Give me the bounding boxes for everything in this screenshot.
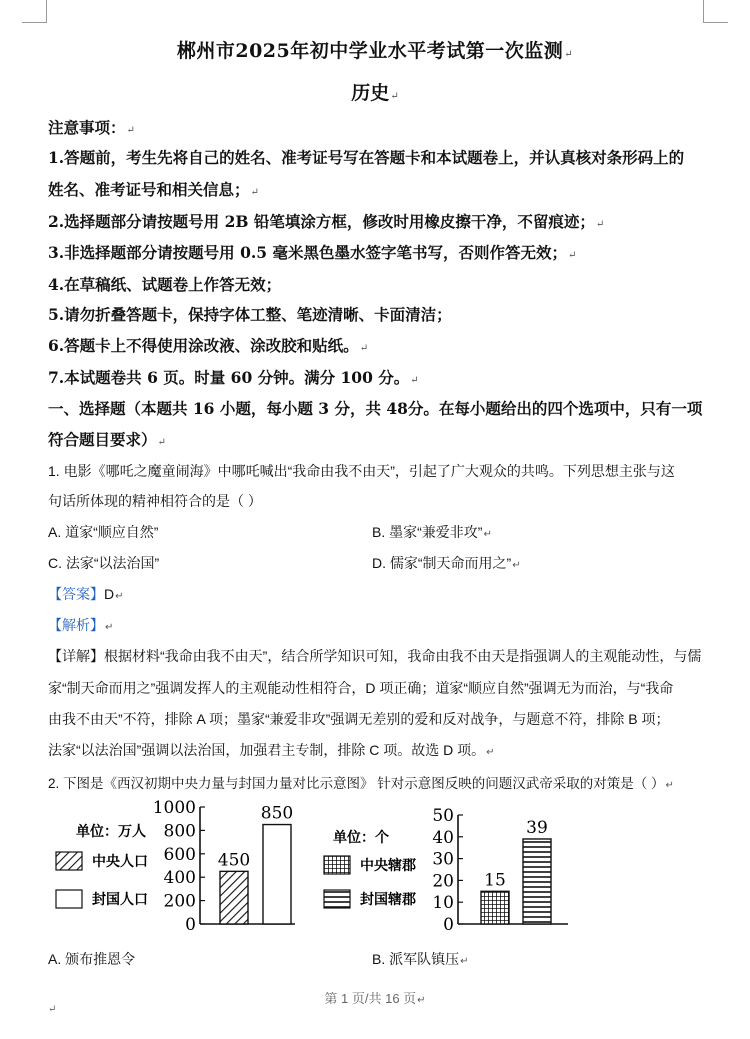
notice-line: 6.答题卡上不得使用涂改液、涂改胶和贴纸。↵: [48, 336, 369, 355]
q1-answer: 【答案】D↵: [48, 586, 124, 602]
section-heading-cont: 符合题目要求）↵: [48, 430, 166, 449]
notice-line: 姓名、准考证号和相关信息；↵: [48, 180, 259, 199]
q2-stem: 2. 下图是《西汉初期中央力量与封国力量对比示意图》 针对示意图反映的问题汉武帝采取的对策是（ ）↵: [48, 776, 674, 791]
chart2-axes: [432, 806, 568, 935]
chart1-legend-fief: 封国人口: [92, 892, 148, 908]
section-heading: 一、选择题（本题共 16 小题，每小题 3 分，共 48分。在每小题给出的四个选项中，只有一项: [48, 399, 703, 418]
bar-data-label: 450: [217, 850, 251, 871]
q2-option-a: A. 颁布推恩令: [48, 951, 136, 967]
q1-analysis-tag: 【解析】↵: [48, 617, 114, 633]
notice-line: 1.答题前，考生先将自己的姓名、准考证号写在答题卡和本试题卷上，并认真核对条形码上的: [48, 148, 685, 167]
chart1-unit-label: 单位：万人: [76, 824, 146, 840]
q1-stem: 1. 电影《哪吒之魔童闹海》中哪吒喊出“我命由我不由天”，引起了广大观众的共鸣。下列思想主张与这: [48, 463, 675, 479]
exam-title: 郴州市2025年初中学业水平考试第一次监测↵: [176, 40, 574, 62]
y-tick-label: 400: [163, 868, 196, 889]
y-tick-label: 40: [432, 827, 454, 848]
q1-stem-cont: 句话所体现的精神相符合的是（ ）: [48, 493, 262, 509]
y-tick-label: 10: [432, 893, 454, 914]
y-tick-label: 0: [185, 915, 196, 935]
q2-figure: [48, 796, 748, 941]
crop-mark-top-left: [22, 0, 47, 23]
bar-data-label: 15: [484, 870, 506, 891]
chart2-legend-swatch-fief: [324, 890, 350, 908]
y-tick-label: 200: [163, 891, 196, 912]
chart2-legend-fief: 封国辖郡: [360, 892, 416, 908]
bar-封国人口: [263, 825, 291, 924]
chart1-legend-central: 中央人口: [92, 854, 148, 870]
q1-detail: 家“制天命而用之”强调发挥人的主观能动性相符合，D 项正确；道家“顺应自然”强调无为而治，与“我命: [48, 680, 674, 696]
bar-中央人口: [220, 871, 248, 924]
y-tick-label: 600: [163, 844, 196, 865]
chart2-unit-label: 单位：个: [333, 830, 389, 846]
y-tick-label: 50: [432, 806, 454, 826]
notice-line: 5.请勿折叠答题卡，保持字体工整、笔迹清晰、卡面清洁；: [48, 305, 452, 324]
y-tick-label: 20: [432, 871, 454, 892]
bar-封国辖郡: [523, 839, 551, 924]
q1-detail: 由我不由天”不符，排除 A 项；墨家“兼爱非攻”强调无差别的爱和反对战争，与题意不符，排除 B 项；: [48, 711, 670, 727]
q1-option-c: C. 法家“以法治国”: [48, 555, 160, 571]
y-tick-label: 1000: [152, 798, 196, 818]
bar-data-label: 39: [526, 817, 548, 838]
bar-中央辖郡: [481, 891, 509, 924]
chart2-legend-swatch-central: [324, 856, 350, 874]
q2-option-b: B. 派军队镇压↵: [372, 951, 469, 967]
page-footer: 第 1 页/共 16 页↵: [324, 991, 426, 1006]
paragraph-mark: ↵: [48, 1004, 57, 1015]
q1-option-b: B. 墨家“兼爱非攻”↵: [372, 524, 492, 540]
y-tick-label: 800: [163, 821, 196, 842]
notice-line: 7.本试题卷共 6 页。时量 60 分钟。满分 100 分。↵: [48, 368, 419, 387]
q1-detail: 法家“以法治国”强调以法治国，加强君主专制，排除 C 项。故选 D 项。↵: [48, 742, 495, 758]
q1-option-d: D. 儒家“制天命而用之”↵: [372, 555, 521, 571]
bar-data-label: 850: [260, 803, 294, 824]
chart1-legend-swatch-fief: [56, 890, 82, 908]
notice-line: 2.选择题部分请按题号用 2B 铅笔填涂方框，修改时用橡皮擦干净，不留痕迹；↵: [48, 212, 605, 231]
y-tick-label: 0: [443, 915, 454, 935]
notice-line: 4.在草稿纸、试题卷上作答无效；: [48, 275, 282, 294]
chart2-legend-central: 中央辖郡: [360, 858, 416, 874]
chart1-axes: [153, 798, 295, 935]
subject-title: 历史↵: [351, 82, 399, 104]
notice-line: 3.非选择题部分请按题号用 0.5 毫米黑色墨水签字笔书写，否则作答无效；↵: [48, 243, 577, 262]
chart1-legend-swatch-central: [56, 852, 82, 870]
y-tick-label: 30: [432, 849, 454, 870]
crop-mark-top-right: [703, 0, 728, 23]
q1-option-a: A. 道家“顺应自然”: [48, 524, 159, 540]
q1-detail: 【详解】根据材料“我命由我不由天”，结合所学知识可知，我命由我不由天是指强调人的主观能动性，与儒: [48, 648, 702, 664]
notice-heading: 注意事项：↵: [48, 118, 135, 137]
